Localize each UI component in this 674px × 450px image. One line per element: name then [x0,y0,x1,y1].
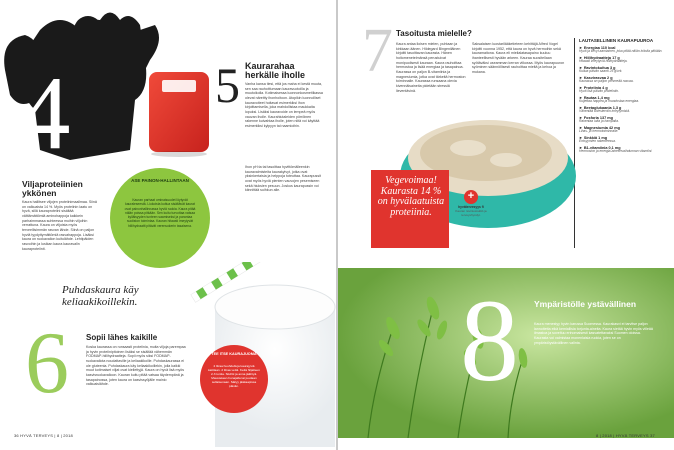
number-7: 7 [362,17,393,85]
section-7-col2: Saksalaisen luostarilääketieteen kehittäjä Alfred Vogel kirjoitti vuonna 1952, että kaura on hyvä hermoihin sekä kauramaitona. Kaura eli mielialatasapaino kuuluu ihanteellisesti hyvään arkeen. Kauraa suositellaan syötäväksi useamman kerran viikossa. Myös kaurapuuron syöminen säännöllisesti rauhoittaa mieltä ja kehoa ja mukana. [472,42,565,75]
red-quote-text: Vegevoimaa! Kaurasta 14 % on hyvälaatuista proteiinia. [377,175,445,218]
section-6-title: Sopii lähes kaikille [86,333,158,342]
right-footer: 8 | 2018 | HYVÄ TERVEYS 37 [596,433,655,438]
scale-illustration [144,72,214,157]
nutrition-item [579,76,667,84]
plus-icon: + [464,190,478,204]
nutrition-item-name: ► Proteiinia 4 g [579,85,608,90]
nutrition-item-name: ► Kasvirasvaa 2 g [579,75,613,80]
number-5: 5 [215,57,240,113]
section-4-body: Kaura hallitsee viljojen proteiinimaailmaa. Siinä on valkuaista 14 %. Myös proteiinin laatu on hyvä, sillä kauraproteiini sisältää välttämättömiä aminohappoja kaikkein parhaimmassa suhteessa muihin viljoihin verrattuna. Kaura on viljoista myös terveellisimmän rasvan lähde. Siinä on paljon hyviä tyydyttymättömiä rasvahappoja. Lisäksi kaura on ruokavalion kuitulähde. Lehtipäiden rasvoihin ja lusikan kaura kauravalin kauraproteiinit. [22,200,97,251]
number-4: 4 [18,54,71,171]
nutrition-item-desc: Hitaasti imeytyviä hiilihydraatteja. [579,58,628,63]
nutrition-item [579,146,667,154]
section-5-body: Vanha kansa tiesi, että jos maha ei kestä muuta, sen saa rauhoittumaan kauravuotoilla ja muutoikolla. Kotimaisessa luonnonkosmetiikassa olevat näreitty ihonhoitoon. Atopikin luonnolliset kauravoiteet hoitavat esimerkiksi ihon kirjoittamisella, joka mahdollistaa maukkaita lopuksi. Lisäksi kauravoide on lempeä myös vauvan iholle. Kaurahiutaleiden pörröinen rakenne kuivahtaa iholle, joten niitä voi käyttää esimerkiksi kylpyyn tai naamioihin. [245,82,323,129]
nutrition-item-desc: Entsyymien rakenteessa. [579,138,616,143]
nutrition-item [579,66,667,74]
red-circle-title: TEE ITSE KAURAJUOMA [211,352,257,356]
nutrition-item [579,96,667,104]
section-8-title: Ympäristölle ystävällinen [534,299,637,309]
nutrition-item-name: ► Rautaa 1,4 mg [579,95,610,100]
section-4-title: Viljaproteiinien ykkönen [22,179,83,198]
nutrition-item [579,136,667,144]
section-7-title: Tasoitusta mielelle? [396,29,472,38]
section-6-body: Koska kaurassa on runsaasti proteiinia, muita viljoja parempaa ja hyvin proteiinipitoinen lisäksi se sisältää vähemmän FODMAP-hiilihydraatteja. Sopii myös siksi FODMAP-ruokavaliota noudattaville ja keliaakikoille. Puhdaskaurassa ei ole gluteenia. Puhdaskaura käy keliaakikoillekin, jolla kaikki muut kotimaiset viljat ovat kiellettyjä. Kaura on hyvä lisä myös kasvisruokavalioon. Kauran kuitu pitää vatsaa täydempänä ja tasapainossa, joten kaura on kasvissyöjälle mainio valkuaislähde. [86,345,186,387]
nutrition-item-desc: Vähentää kolesterolin imeytymistä. [579,108,630,113]
health-label-body: Kauran ravintosisältö ja terveyshyödyt. [455,209,487,217]
section-5-body2: Ihon pH:ta tai tasoittaa hyvittömälleenkin kauravalmisteita kaurakylvyt, jotka ovat yksinkertaisia ja helppoja toteuttaa. Kaurapussit ovat myös hyviä pienten vauvojen pesemiseen sekä hiuksien pesuun. Joskus kaurapussin voi kiinnittää suihkun alle. [245,165,321,193]
nutrition-item-name: ► Energiaa 110 kcal [579,46,616,50]
green-box-title: ASE PAINON-HALLINTAAN [131,178,189,183]
nutrition-item-desc: Kuljettaa happea ja muodostaa energiaa. [579,98,640,103]
nutrition-list [575,46,667,153]
nutrition-item-desc: Lihas- ja hermotoiminnalle. [579,128,619,133]
nutrition-item-name: ► Sinkkiä 1 mg [579,135,608,140]
nutrition-item-desc: Kuitua päivän saanti 25 g/vrk. [579,68,623,73]
nutrition-item [579,86,667,94]
nutrition-item-name: ► Hiilihydraatteja 17 g [579,55,620,60]
nutrition-item-desc: Hyvä ja kevyt aamiainen, joka pitää nälän loitolla pitkään. [579,49,663,53]
nutrition-item-desc: Hermoston ja energia-aineenvaihdunnan vitamiini. [579,148,653,153]
green-box-body: Kauran parhaat ominaisuudet löytyvät kauraleseestä. Liukoista kuitua sisältävät kaurat ovat painonhallinnassa hyviä ruokia. Kaura pitää nälän poissa pitkään. Sen kuitu turvottaa vatsaa kylläisyyden tunteen saamiseksi ja parantaa suoliston toimintaa. Kauran hitaasti imeytyvät hiilihydraatit pitävät verensokerin tasaisena. [124,198,196,228]
nutrition-item [579,106,667,114]
nutrition-item-desc: Rakentaa luita ja hampaita. [579,118,619,123]
nutrition-item [579,126,667,134]
nutrition-item-name: ► Fosforia 137 mg [579,115,613,120]
nutrition-title: LAUTASELLINEN KAURAPUUROA [579,38,654,43]
nutrition-item [579,56,667,64]
nutrition-item-name: ► Magnesiumia 42 mg [579,125,620,130]
left-footer: 36 HYVÄ TERVEYS | 8 | 2018 [14,433,73,438]
red-circle-body: 2 litraa huuhdeltuja kaurajyviä kattilaan. 2 litraa vettä. Keitä hiljalleen 2-3 tuntia. Siivilöi ja anna jäähtyä. Maustetaan hunajalla tai juodaan sellaisenaan. Säilyy jääkaapissa päivän. [208,364,260,389]
nutrition-item-name: ► Beetaglukaania 1,3 g [579,105,622,110]
section-7-col1: Kaura antaa iloisen mielen, puhtaan ja kirkkaan äänen. Hildegard Bingeniläinen kirjoitti tasoittavan kaurasta. Hänen hoitomenetelmänsä perustuivat monipuolisesti kauraan. Kaura rauhoittaa hermostoa ja lisää energiaa ja tasapainoa. Kaurassa on paljon B-vitamiinia ja magnesiumia, jotka ovat tärkeitä hermoston toiminnalle. Kaurassa runsaana olevia kivennäisaineita pidetään stressiä lieventävinä. [396,42,466,93]
nutrition-item-name: ► B1-vitamiinia 0,1 mg [579,145,621,150]
right-page [338,0,674,450]
number-8: 8 [460,275,519,406]
nutrition-item-desc: Hyvä lisä päivän proteiiniin. [579,88,619,93]
nutrition-item [579,46,667,54]
nutrition-sidebar [574,38,667,248]
section-8-body: Kaura menestyy hyvin karussa Suomessa. Kaurakasvi ei tarvitse paljon lannoitetta eikä kemiallisia torjunta-aineita. Kaura sietää hyvin myös viileää ilmastoa ja soveltuu erinomaisesti kasvatettavaksi Suomen oloissa. Kaurasta voi valmistaa monenlaisia ruokia, joten se on ympäristöystävällinen valinta. [534,322,653,345]
section-5-title: Kaurarahaa herkälle iholle [245,61,306,81]
health-label [453,190,489,217]
pull-quote: Puhdaskaura käy keliaakikoillekin. [62,284,139,308]
nutrition-item [579,116,667,124]
number-6: 6 [25,315,69,412]
nutrition-item-name: ► Ravintokuitua 3 g [579,65,616,70]
nutrition-item-desc: Kaurassa on paljon pehmeää rasvaa. [579,78,634,83]
left-page [0,0,336,450]
health-label-title: hyvätervesyys fi [458,205,484,209]
